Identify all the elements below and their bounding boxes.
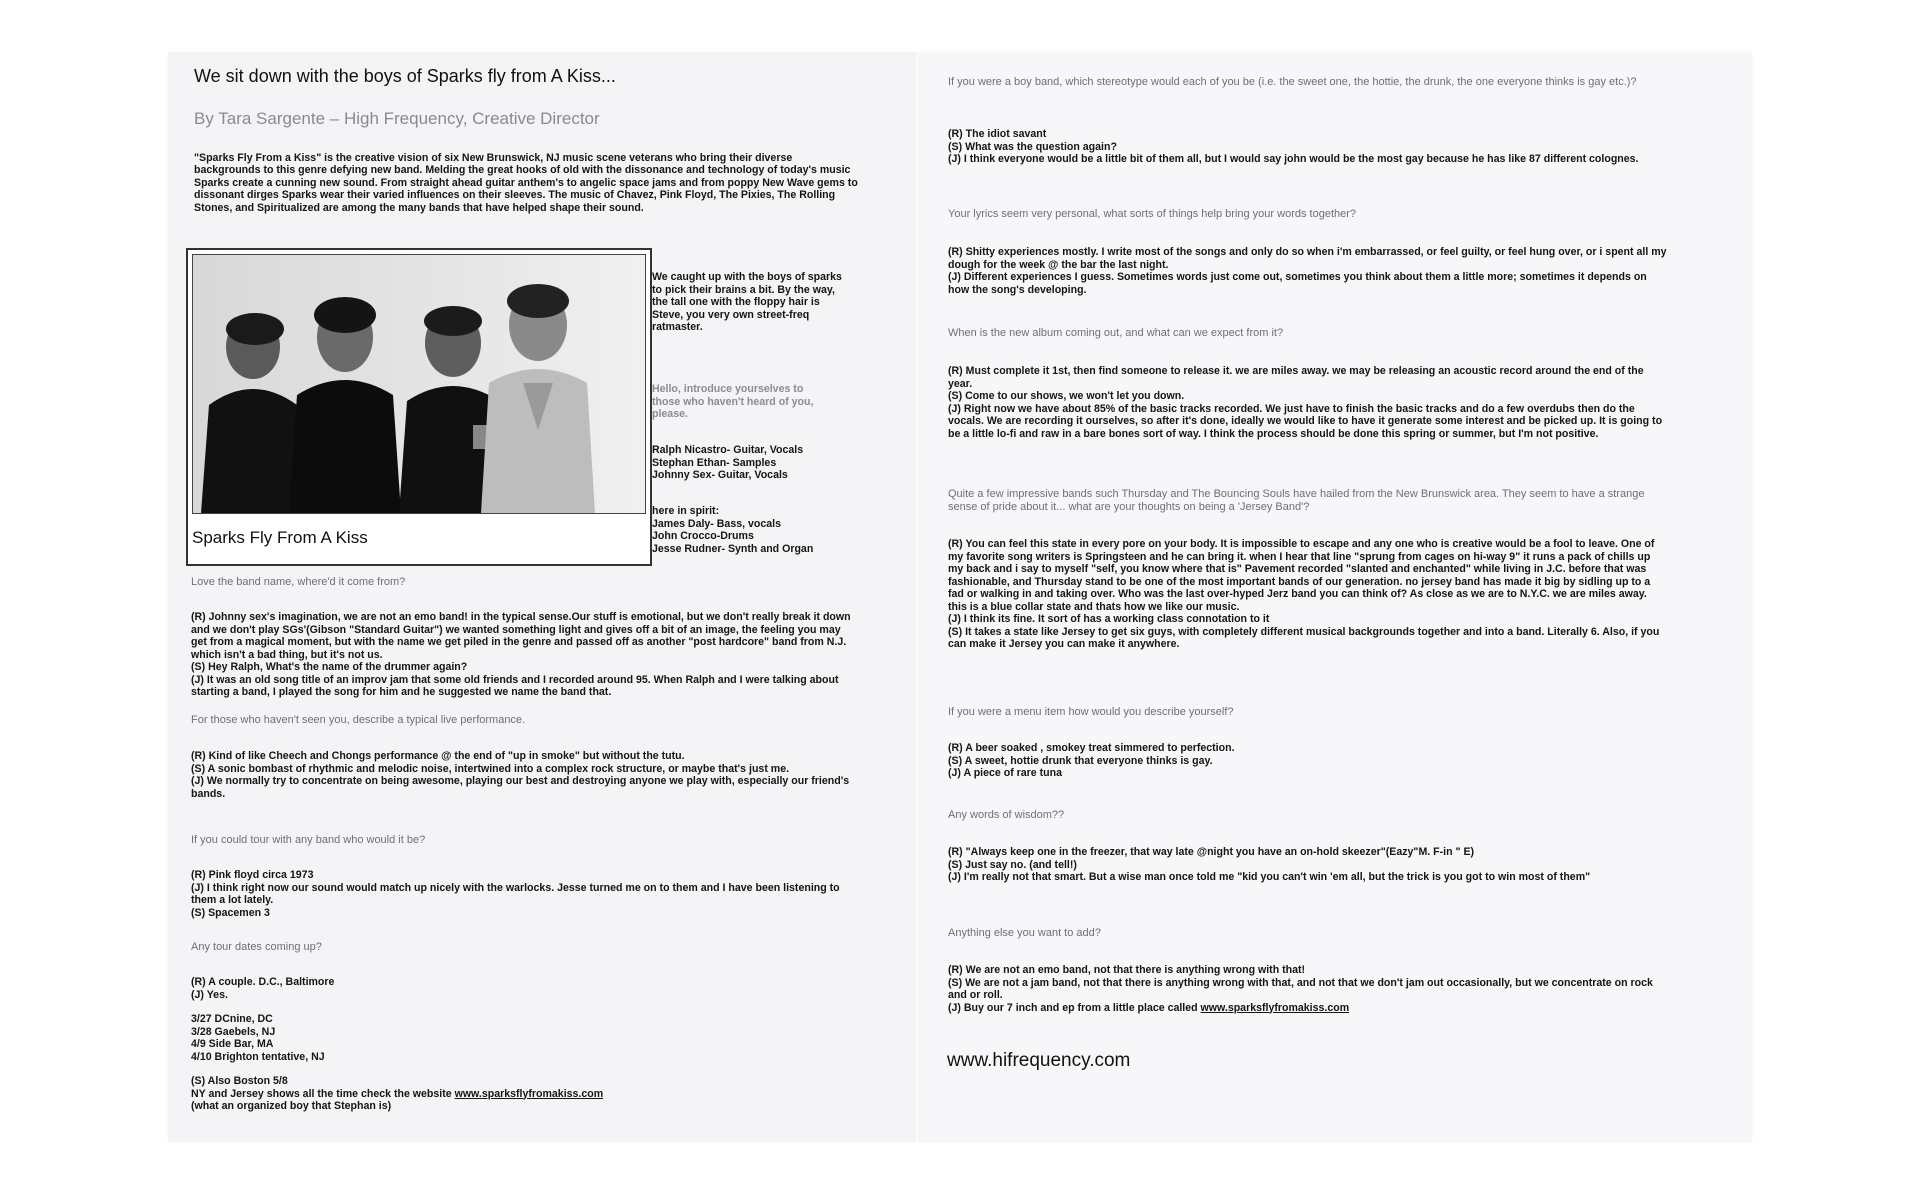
band-website-link[interactable]: www.sparksflyfromakiss.com (1200, 1001, 1350, 1014)
question-boy-band: If you were a boy band, which stereotype would each of you be (i.e. the sweet one, the hottie, the drunk, the one everyone thinks is gay etc.)? (948, 76, 1637, 88)
member-line: Stephan Ethan- Samples (652, 456, 777, 469)
question-menu-item: If you were a menu item how would you describe yourself? (948, 706, 1234, 718)
answer-boy-band (948, 128, 1668, 166)
question-new-album: When is the new album coming out, and what can we expect from it? (948, 327, 1284, 339)
spirit-members-list (652, 505, 813, 555)
tour-date: 3/28 Gaebels, NJ (191, 1025, 276, 1038)
answer-line: (R) Kind of like Cheech and Chongs performance @ the end of "up in smoke" but without the tutu. (191, 750, 685, 762)
band-website-link[interactable]: www.sparksflyfromakiss.com (454, 1087, 604, 1100)
question-tour-band: If you could tour with any band who would it be? (191, 834, 426, 846)
question-wisdom: Any words of wisdom?? (948, 809, 1065, 821)
answer-line: (J) Right now we have about 85% of the basic tracks recorded. We just have to finish the basic tracks and do a few overdubs then do the vocals. We are recording it ourselves, so after it's done, ideally we would like to have it generate some interest and be picked up. It is going to be a little lo-fi and raw in a bare bones sort of way. I think the process should be done this spring or summer, but I'm not positive. (948, 402, 1663, 440)
answer-line: (S) Just say no. (and tell!) (948, 858, 1077, 871)
answer-band-name (191, 611, 853, 699)
answer-new-album (948, 365, 1668, 440)
side-question: Hello, introduce yourselves to those who haven't heard of you, please. (652, 383, 814, 421)
answer-line: (S) What was the question again? (948, 140, 1117, 153)
question-jersey-band: Quite a few impressive bands such Thursday and The Bouncing Souls have hailed from the New Brunswick area. They seem to have a strange sense of pride about it... what are your thoughts on being a 'Jersey Band'? (948, 488, 1645, 513)
band-photo (192, 254, 646, 514)
member-line: here in spirit: (652, 505, 720, 517)
answer-line: (R) A couple. D.C., Baltimore (191, 976, 335, 988)
member-line: John Crocco-Drums (652, 530, 754, 543)
tour-date: 4/9 Side Bar, MA (191, 1038, 274, 1050)
tour-dates-list (191, 1013, 325, 1063)
member-line: Ralph Nicastro- Guitar, Vocals (652, 444, 804, 456)
answer-line: (what an organized boy that Stephan is) (191, 1100, 392, 1112)
answer-text: (J) Buy our 7 inch and ep from a little place called (948, 1001, 1201, 1014)
answer-line: (S) Spacemen 3 (191, 906, 270, 919)
photo-caption: Sparks Fly From A Kiss (192, 528, 368, 547)
band-photo-image (193, 255, 645, 513)
answer-line: (J) I think right now our sound would match up nicely with the warlocks. Jesse turned me on to them and I have been listening to them a lot lately. (191, 881, 840, 906)
answer-line: (J) I'm really not that smart. But a wise man once told me "kid you can't win 'em all, but the trick is you got to win most of them" (948, 871, 1591, 883)
answer-anything-else (948, 964, 1668, 1014)
answer-line: (S) Come to our shows, we won't let you down. (948, 390, 1185, 402)
answer-line: (S) Hey Ralph, What's the name of the drummer again? (191, 661, 468, 673)
answer-line (191, 1088, 603, 1101)
tour-date: 4/10 Brighton tentative, NJ (191, 1050, 325, 1063)
question-band-name: Love the band name, where'd it come from? (191, 576, 406, 588)
answer-line: (J) Yes. (191, 988, 228, 1001)
question-lyrics: Your lyrics seem very personal, what sorts of things help bring your words together? (948, 208, 1357, 220)
members-list (652, 444, 803, 482)
answer-live-performance (191, 750, 853, 800)
answer-text: NY and Jersey shows all the time check the website (191, 1087, 455, 1100)
answer-line: (R) Johnny sex's imagination, we are not an emo band! in the typical sense.Our stuff is emotional, but we don't really break it down and we don't play SGs'(Gibson "Standard Guitar") we wanted something light and gives off a bit of an image, the feeling you may get from a magical moment, but with the name we get piled in the genre and passed off as another "post hardcore" band from N.J. which isn't a bad thing, but it's not us. (191, 611, 851, 661)
answer-line (948, 1002, 1668, 1015)
member-line: Jesse Rudner- Synth and Organ (652, 542, 814, 555)
answer-line: (J) A piece of rare tuna (948, 767, 1063, 779)
question-live-performance: For those who haven't seen you, describe a typical live performance. (191, 714, 526, 726)
answer-line: (J) I think its fine. It sort of has a working class connotation to it (948, 613, 1270, 625)
intro-paragraph: "Sparks Fly From a Kiss" is the creative vision of six New Brunswick, NJ music scene veterans who bring their diverse backgrounds to this genre defying new band. Melding the great hooks of old with the dissonance and technology of today's music Sparks create a cunning new sound. From straight ahead guitar anthem's to angelic space jams and from poppy New Wave gems to dissonant dirges Sparks wear their varied influences on their sleeves. The music of Chavez, Pink Floyd, The Pixies, The Rolling Stones, and Spiritualized are among the many bands that have helped shape their sound. (194, 152, 858, 214)
question-tour-dates: Any tour dates coming up? (191, 941, 322, 953)
answer-line: (R) Pink floyd circa 1973 (191, 869, 314, 881)
answer-line: (R) A beer soaked , smokey treat simmered to perfection. (948, 742, 1235, 754)
byline: By Tara Sargente – High Frequency, Creative Director (194, 109, 600, 128)
answer-line: (S) We are not a jam band, not that there is anything wrong with that, and not that we don't jam out occasionally, but we concentrate on rock and or roll. (948, 976, 1653, 1001)
band-photo-frame (186, 248, 652, 566)
answer-lyrics (948, 246, 1668, 296)
answer-line: (S) Also Boston 5/8 (191, 1075, 288, 1087)
answer-line: (S) A sweet, hottie drunk that everyone thinks is gay. (948, 754, 1213, 767)
answer-jersey-band (948, 538, 1668, 651)
answer-line: (J) It was an old song title of an improv jam that some old friends and I recorded around 95. When Ralph and I were talking about starting a band, I played the song for him and he suggested we name the band that. (191, 673, 839, 698)
answer-line: (R) You can feel this state in every pore on your body. It is impossible to escape and any one who is creative would be a fool to leave. One of my favorite song writers is Springsteen and he can bring it. when I hear that line "sprung from cages on hi-way 9" it runs a pack of chills up my back and i say to myself "self, you know where that is" Pavement recorded "slanted and enchanted" while living in J.C. before that was fashionable, and Thursday stand to be one of the most important bands of our generation. no jersey band has made it big by sidling up to a fad or walking in and taking over. Who was the last over-hyped Jerz band you can think of? As close as we are to N.Y.C. we are miles away. this is a blue collar state and thats how we like our music. (948, 538, 1655, 613)
article-title: We sit down with the boys of Sparks fly from A Kiss... (194, 66, 616, 86)
tour-date: 3/27 DCnine, DC (191, 1013, 273, 1025)
answer-menu-item (948, 742, 1668, 780)
answer-boston (191, 1075, 603, 1113)
answer-line: (R) "Always keep one in the freezer, that way late @night you have an on-hold skeezer"(Eazy"M. F-in " E) (948, 846, 1475, 858)
answer-line: (S) It takes a state like Jersey to get six guys, with completely different musical backgrounds together and into a band. Literally 6. Also, if you can make it Jersey you can make it anywhere. (948, 625, 1660, 650)
answer-wisdom (948, 846, 1668, 884)
answer-line: (J) Different experiences I guess. Sometimes words just come out, sometimes you think about them a little more; sometimes it depends on how the song's developing. (948, 271, 1647, 296)
answer-line: (J) I think everyone would be a little bit of them all, but I would say john would be the most gay because he has like 87 different colognes. (948, 153, 1639, 165)
answer-line: (R) Must complete it 1st, then find someone to release it. we are miles away. we may be releasing an acoustic record around the end of the year. (948, 365, 1644, 390)
answer-line: (R) Shitty experiences mostly. I write most of the songs and only do so when i'm embarrassed, or feel guilty, or feel hung over, or i spent all my dough for the week @ the bar the last night. (948, 246, 1667, 271)
site-url[interactable]: www.hifrequency.com (947, 1050, 1131, 1071)
member-line: James Daly- Bass, vocals (652, 517, 781, 530)
answer-tour-band (191, 869, 853, 919)
side-intro: We caught up with the boys of sparks to pick their brains a bit. By the way, the tall one with the floppy hair is Steve, you very own street-freq ratmaster. (652, 271, 842, 334)
answer-line: (R) The idiot savant (948, 128, 1047, 140)
member-line: Johnny Sex- Guitar, Vocals (652, 469, 788, 482)
answer-tour-dates (191, 976, 334, 1001)
answer-line: (S) A sonic bombast of rhythmic and melodic noise, intertwined into a complex rock structure, or maybe that's just me. (191, 762, 790, 775)
question-anything-else: Anything else you want to add? (948, 927, 1101, 939)
answer-line: (R) We are not an emo band, not that there is anything wrong with that! (948, 964, 1306, 976)
answer-line: (J) We normally try to concentrate on being awesome, playing our best and destroying anyone we play with, especially our friend's bands. (191, 775, 850, 800)
